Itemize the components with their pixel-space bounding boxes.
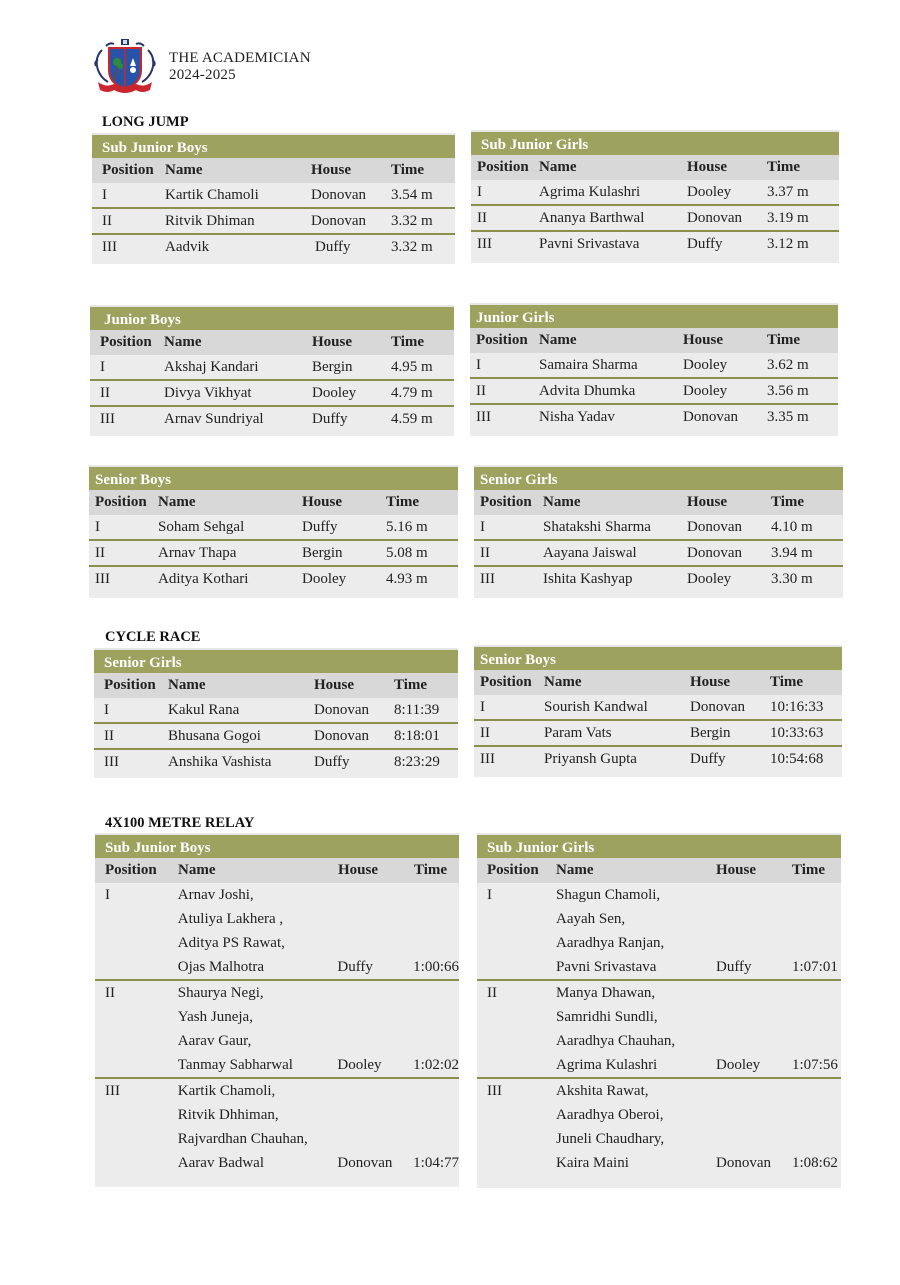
time: 1:07:56 [792,1057,838,1073]
col-position: Position [95,494,147,510]
name: Ritvik Dhiman [165,213,255,229]
position: III [105,1083,120,1099]
house: Donovan [687,210,742,226]
position: I [477,184,482,200]
table-row [470,353,838,379]
col-name: Name [544,674,582,690]
position: I [95,519,100,535]
col-position: Position [487,862,539,878]
table-row [471,232,839,258]
table-row [95,883,459,981]
house: Dooley [683,383,728,399]
time: 3.19 m [767,210,809,226]
team-member: Samridhi Sundli, [556,1009,658,1025]
name: Anshika Vashista [168,754,272,770]
col-name: Name [539,332,577,348]
time: 1:07:01 [792,959,838,975]
team-member: Aayah Sen, [556,911,626,927]
col-house: House [338,862,379,878]
long-jump-senior-girls-table [474,465,843,598]
publication-year: 2024-2025 [169,67,236,83]
house: Bergin [312,359,353,375]
team-names [556,883,716,979]
table-caption: Junior Boys [90,305,454,330]
position: I [480,699,485,715]
time: 3.62 m [767,357,809,373]
table-header [92,158,455,183]
team-member: Rajvardhan Chauhan, [177,1131,308,1147]
team-member: Agrima Kulashri [556,1057,658,1073]
table-caption: Sub Junior Boys [95,833,459,858]
time: 4.59 m [391,411,433,427]
position: III [100,411,115,427]
table-header [470,328,838,353]
name: Akshaj Kandari [164,359,259,375]
time: 10:54:68 [770,751,824,767]
table-header [94,673,458,698]
cycle-race-senior-boys-table [474,645,842,777]
team-member: Ojas Malhotra [177,959,265,975]
long-jump-junior-boys-table [90,305,454,436]
name: Aditya Kothari [158,571,249,587]
col-name: Name [168,677,206,693]
team-member: Aditya PS Rawat, [177,935,285,951]
col-house: House [690,674,731,690]
col-name: Name [556,862,594,878]
team-names [556,1079,716,1175]
name: Arnav Thapa [158,545,237,561]
position: I [476,357,481,373]
long-jump-junior-girls-table [470,303,838,436]
section-title-long-jump: LONG JUMP [102,114,189,130]
col-house: House [687,159,728,175]
time: 4.10 m [771,519,813,535]
table-row [477,1079,841,1175]
position: I [104,702,109,718]
col-position: Position [480,674,532,690]
table-row [94,698,458,724]
team-member: Aaradhya Oberoi, [556,1107,664,1123]
col-time: Time [391,162,425,178]
table-header [90,330,454,355]
house: Bergin [690,725,731,741]
col-name: Name [543,494,581,510]
table-row [89,567,458,593]
team-member: Kartik Chamoli, [177,1083,276,1099]
col-position: Position [477,159,529,175]
position: III [477,236,492,252]
table-row [90,407,454,433]
position: II [105,985,115,1001]
team-names [178,883,338,979]
long-jump-senior-boys-table [89,465,458,598]
col-house: House [312,334,353,350]
position: II [477,210,487,226]
house: Donovan [314,702,369,718]
table-caption: Junior Girls [470,303,838,328]
team-member: Aaradhya Ranjan, [556,935,665,951]
team-member: Yash Juneja, [177,1009,253,1025]
col-name: Name [539,159,577,175]
house: Dooley [337,1057,382,1073]
house: Donovan [337,1155,393,1171]
name: Agrima Kulashri [539,184,641,200]
col-house: House [302,494,343,510]
table-row [474,695,842,721]
time: 4.95 m [391,359,433,375]
house: Dooley [302,571,347,587]
time: 3.32 m [391,213,433,229]
table-row [90,381,454,407]
name: Sourish Kandwal [544,699,648,715]
table-header [477,858,841,883]
table-header [471,155,839,180]
position: II [102,213,112,229]
position: I [105,887,110,903]
team-member: Ritvik Dhhiman, [177,1107,279,1123]
table-row [470,405,838,431]
time: 4.79 m [391,385,433,401]
table-row [90,355,454,381]
time: 3.54 m [391,187,433,203]
col-name: Name [158,494,196,510]
position: II [487,985,497,1001]
house: Duffy [687,236,723,252]
long-jump-sub-junior-boys-table [92,133,455,264]
table-row [95,981,459,1079]
relay-sub-junior-girls-table [477,833,841,1188]
table-row [95,1079,459,1175]
col-time: Time [386,494,420,510]
house: Duffy [312,411,348,427]
name: Shatakshi Sharma [543,519,651,535]
col-house: House [716,862,757,878]
team-member: Aaradhya Chauhan, [556,1033,676,1049]
table-row [89,515,458,541]
position: II [480,725,490,741]
table-header [89,490,458,515]
time: 3.35 m [767,409,809,425]
name: Kartik Chamoli [165,187,259,203]
time: 3.30 m [771,571,813,587]
col-time: Time [414,862,448,878]
name: Priyansh Gupta [544,751,637,767]
position: III [480,751,495,767]
time: 1:00:66 [413,959,459,975]
name: Divya Vikhyat [164,385,252,401]
time: 3.37 m [767,184,809,200]
table-row [92,183,455,209]
table-row [89,541,458,567]
col-time: Time [391,334,425,350]
name: Param Vats [544,725,612,741]
time: 8:11:39 [394,702,440,718]
col-house: House [311,162,352,178]
house: Duffy [337,959,373,975]
team-member: Tanmay Sabharwal [177,1057,293,1073]
team-member: Atuliya Lakhera , [177,911,284,927]
house: Duffy [314,754,350,770]
time: 5.08 m [386,545,428,561]
col-name: Name [178,862,216,878]
position: I [487,887,492,903]
name: Aayana Jaiswal [543,545,637,561]
school-crest-icon [92,38,158,96]
name: Ananya Barthwal [539,210,645,226]
time: 10:33:63 [770,725,824,741]
position: III [102,239,117,255]
time: 3.56 m [767,383,809,399]
position: I [102,187,107,203]
col-house: House [687,494,728,510]
table-row [471,206,839,232]
table-caption: Sub Junior Boys [92,133,455,158]
publication-title: THE ACADEMICIAN [169,50,311,66]
house: Donovan [311,213,366,229]
col-position: Position [100,334,152,350]
time: 3.12 m [767,236,809,252]
position: III [476,409,491,425]
col-house: House [683,332,724,348]
team-member: Shagun Chamoli, [556,887,661,903]
col-time: Time [394,677,428,693]
team-member: Juneli Chaudhary, [556,1131,665,1147]
name: Kakul Rana [168,702,240,718]
position: II [480,545,490,561]
col-time: Time [767,332,801,348]
position: I [480,519,485,535]
table-row [471,180,839,206]
house: Donovan [683,409,738,425]
col-position: Position [480,494,532,510]
col-time: Time [767,159,801,175]
house: Donovan [687,519,742,535]
table-row [474,541,843,567]
time: 8:18:01 [394,728,440,744]
table-row [474,515,843,541]
team-member: Arnav Joshi, [177,887,254,903]
table-row [474,747,842,773]
position: I [100,359,105,375]
house: Bergin [302,545,343,561]
team-member: Aarav Badwal [177,1155,265,1171]
table-caption: Senior Boys [89,465,458,490]
table-caption: Senior Girls [474,465,843,490]
table-row [477,883,841,981]
team-names [556,981,716,1077]
section-title-cycle-race: CYCLE RACE [105,629,201,645]
page-header [92,38,311,96]
name: Pavni Srivastava [539,236,640,252]
section-title-relay: 4X100 METRE RELAY [105,815,255,831]
house: Dooley [312,385,357,401]
house: Duffy [690,751,726,767]
col-position: Position [476,332,528,348]
name: Advita Dhumka [539,383,636,399]
team-member: Akshita Rawat, [556,1083,649,1099]
house: Duffy [716,959,752,975]
team-member: Shaurya Negi, [177,985,264,1001]
time: 5.16 m [386,519,428,535]
time: 3.94 m [771,545,813,561]
time: 1:08:62 [792,1155,838,1171]
time: 10:16:33 [770,699,824,715]
table-caption: Sub Junior Girls [477,833,841,858]
cycle-race-senior-girls-table [94,648,458,778]
table-row [92,209,455,235]
name: Samaira Sharma [539,357,638,373]
team-names [178,1079,338,1175]
name: Arnav Sundriyal [164,411,264,427]
position: II [100,385,110,401]
house: Dooley [683,357,728,373]
position: II [104,728,114,744]
position: II [476,383,486,399]
position: III [480,571,495,587]
col-time: Time [770,674,804,690]
relay-sub-junior-boys-table [95,833,459,1187]
time: 1:04:77 [413,1155,459,1171]
long-jump-sub-junior-girls-table [471,130,839,263]
table-row [94,750,458,776]
house: Dooley [687,184,732,200]
time: 4.93 m [386,571,428,587]
house: Donovan [687,545,742,561]
table-header [474,670,842,695]
house: Duffy [315,239,351,255]
table-header [474,490,843,515]
col-time: Time [771,494,805,510]
table-row [94,724,458,750]
position: II [95,545,105,561]
house: Duffy [302,519,338,535]
name: Nisha Yadav [539,409,615,425]
house: Dooley [716,1057,761,1073]
position: III [104,754,119,770]
team-member: Pavni Srivastava [556,959,657,975]
col-position: Position [102,162,154,178]
col-position: Position [105,862,157,878]
team-member: Aarav Gaur, [177,1033,252,1049]
table-row [470,379,838,405]
table-row [474,567,843,593]
position: III [487,1083,502,1099]
table-caption: Senior Boys [474,645,842,670]
table-caption: Sub Junior Girls [471,130,839,155]
time: 1:02:02 [413,1057,459,1073]
team-member: Manya Dhawan, [556,985,656,1001]
table-header [95,858,459,883]
col-name: Name [164,334,202,350]
table-row [474,721,842,747]
col-name: Name [165,162,203,178]
name: Ishita Kashyap [543,571,633,587]
table-row [92,235,455,261]
name: Soham Sehgal [158,519,245,535]
house: Donovan [311,187,366,203]
team-names [178,981,338,1077]
col-position: Position [104,677,156,693]
house: Donovan [690,699,745,715]
time: 3.32 m [391,239,433,255]
table-caption: Senior Girls [94,648,458,673]
team-member: Kaira Maini [556,1155,629,1171]
name: Aadvik [165,239,210,255]
table-row [477,981,841,1079]
house: Donovan [314,728,369,744]
name: Bhusana Gogoi [168,728,261,744]
house: Dooley [687,571,732,587]
col-time: Time [792,862,826,878]
position: III [95,571,110,587]
house: Donovan [716,1155,771,1171]
time: 8:23:29 [394,754,440,770]
col-house: House [314,677,355,693]
